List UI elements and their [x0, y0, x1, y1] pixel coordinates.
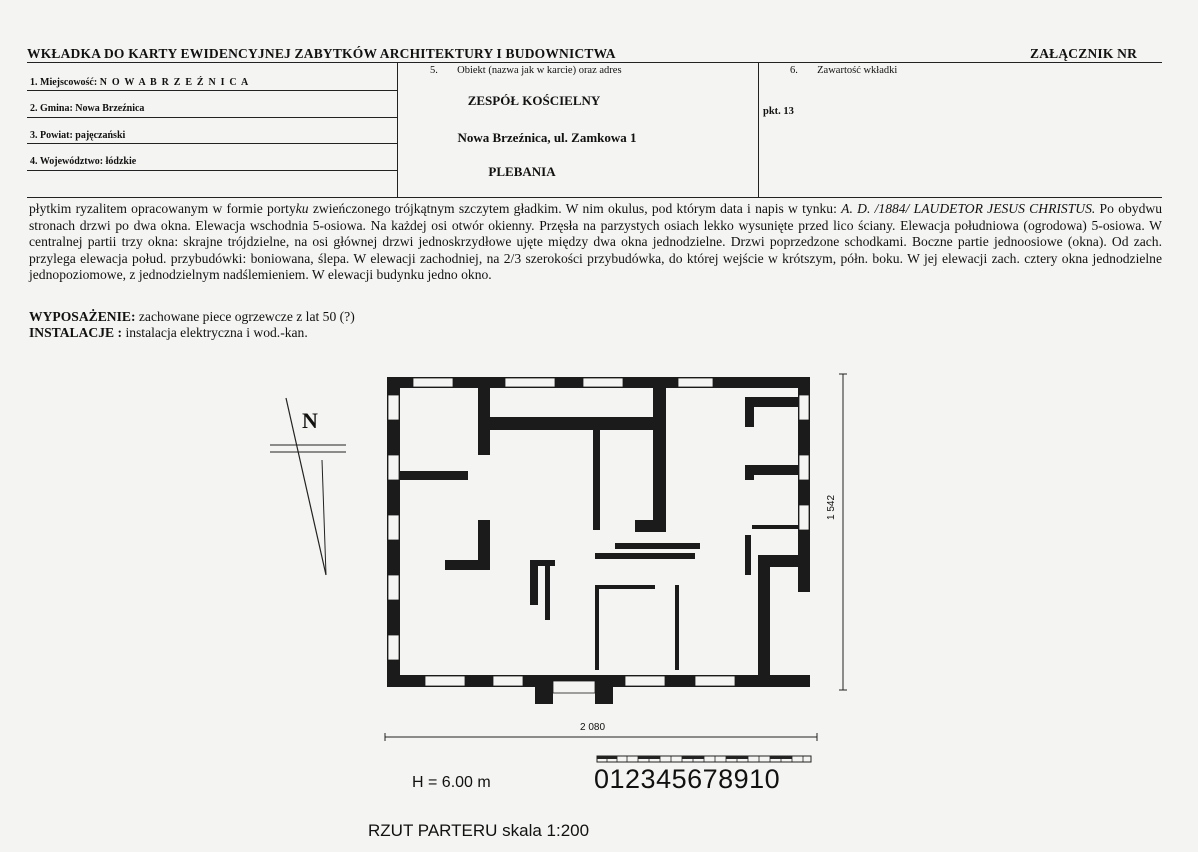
field-county	[30, 130, 125, 141]
desc-part-b: ku	[295, 201, 309, 216]
installations-label: INSTALACJE :	[29, 325, 123, 340]
header-rule	[27, 62, 1162, 63]
plan-caption: RZUT PARTERU skala 1:200	[368, 821, 590, 840]
field-rule-1	[27, 90, 397, 91]
box-divider-right	[758, 62, 759, 197]
field-rule-3	[27, 143, 397, 144]
equipment-line	[29, 309, 355, 326]
object-address: Nowa Brzeźnica, ul. Zamkowa 1	[457, 130, 637, 145]
field-county-label: 3. Powiat:	[30, 130, 73, 141]
dimension-width-label: 2 080	[580, 722, 606, 733]
field-rule-4	[27, 170, 397, 171]
object-name: ZESPÓŁ KOŚCIELNY	[467, 93, 601, 108]
equipment-label: WYPOSAŻENIE:	[29, 309, 136, 324]
box-bottom-rule	[27, 197, 1162, 198]
field-locality	[30, 77, 249, 88]
field-voivodeship	[30, 156, 136, 167]
dimension-width-line	[383, 732, 819, 742]
object-label-num: 5.	[430, 65, 438, 76]
equipment-value: zachowane piece ogrzewcze z lat 50 (?)	[135, 309, 355, 324]
card-title: WKŁADKA DO KARTY EWIDENCYJNEJ ZABYTKÓW ARCHITEKTURY I BUDOWNICTWA	[27, 46, 616, 61]
field-county-value: pajęczański	[75, 130, 126, 141]
floor-plan	[385, 375, 815, 705]
field-rule-2	[27, 117, 397, 118]
field-locality-value: N O W A B R Z E Ź N I C A	[99, 77, 250, 88]
attachment-label: ZAŁĄCZNIK NR	[1030, 46, 1138, 61]
field-commune-value: Nowa Brzeźnica	[75, 103, 145, 114]
height-note: H = 6.00 m	[412, 774, 491, 791]
desc-inscription: A. D. /1884/ LAUDETOR JESUS CHRISTUS.	[841, 201, 1096, 216]
field-voivodeship-value: łódzkie	[105, 156, 137, 167]
scale-digits: 012345678910	[594, 764, 781, 794]
contents-label-text: Zawartość wkładki	[817, 65, 898, 76]
description-paragraph	[29, 201, 1162, 284]
contents-value: pkt. 13	[763, 106, 794, 117]
field-commune-label: 2. Gmina:	[30, 103, 73, 114]
contents-box-label	[790, 65, 897, 76]
installations-line	[29, 325, 308, 342]
north-label: N	[302, 408, 318, 433]
object-label-text: Obiekt (nazwa jak w karcie) oraz adres	[457, 65, 622, 76]
dimension-height-line	[836, 372, 850, 692]
desc-part-e: Po obydwu stronach drzwi po dwa okna. Elewacja wschodnia 5-osiowa. Na każdej osi otwór okienny. Przęsła na parzystych osiach lekko wysunięte przed lico ściany. Elewacja południowa (ogrodowa) 5-osiowa. W centralnej partii trzy okna: skrajne trójdzielne, na osi głównej drzwi jednoskrzydłowe ujęte między dwa okna jednodzielne. Drzwi poprzedzone schodkami. Boczne partie jednoosiowe (okna). Od zach. przylega elewacja połud. przybudówki: boniowana, ślepa. W elewacji zachodniej, na 2/3 szerokości przybudówka, do której wejście w krótszym, półn. boku. W jej elewacji zach. cztery okna jednodzielne jednopoziomowe, z jednodzielnym nadślemieniem. W elewacji budynku jedno okno.	[29, 201, 1162, 283]
field-voivodeship-label: 4. Województwo:	[30, 156, 104, 167]
object-building: PLEBANIA	[488, 164, 556, 179]
field-commune	[30, 103, 144, 114]
dimension-height-label: 1 542	[826, 494, 837, 520]
object-box-label	[430, 65, 622, 76]
desc-part-c: zwieńczonego trójkątnym szczytem gładkim. W nim okulus, pod którym data i napis w tynku:	[308, 201, 842, 216]
field-locality-label: 1. Miejscowość:	[30, 77, 98, 88]
contents-label-num: 6.	[790, 65, 798, 76]
desc-part-a: płytkim ryzalitem opracowanym w formie porty	[29, 201, 296, 216]
installations-value: instalacja elektryczna i wod.-kan.	[122, 325, 308, 340]
